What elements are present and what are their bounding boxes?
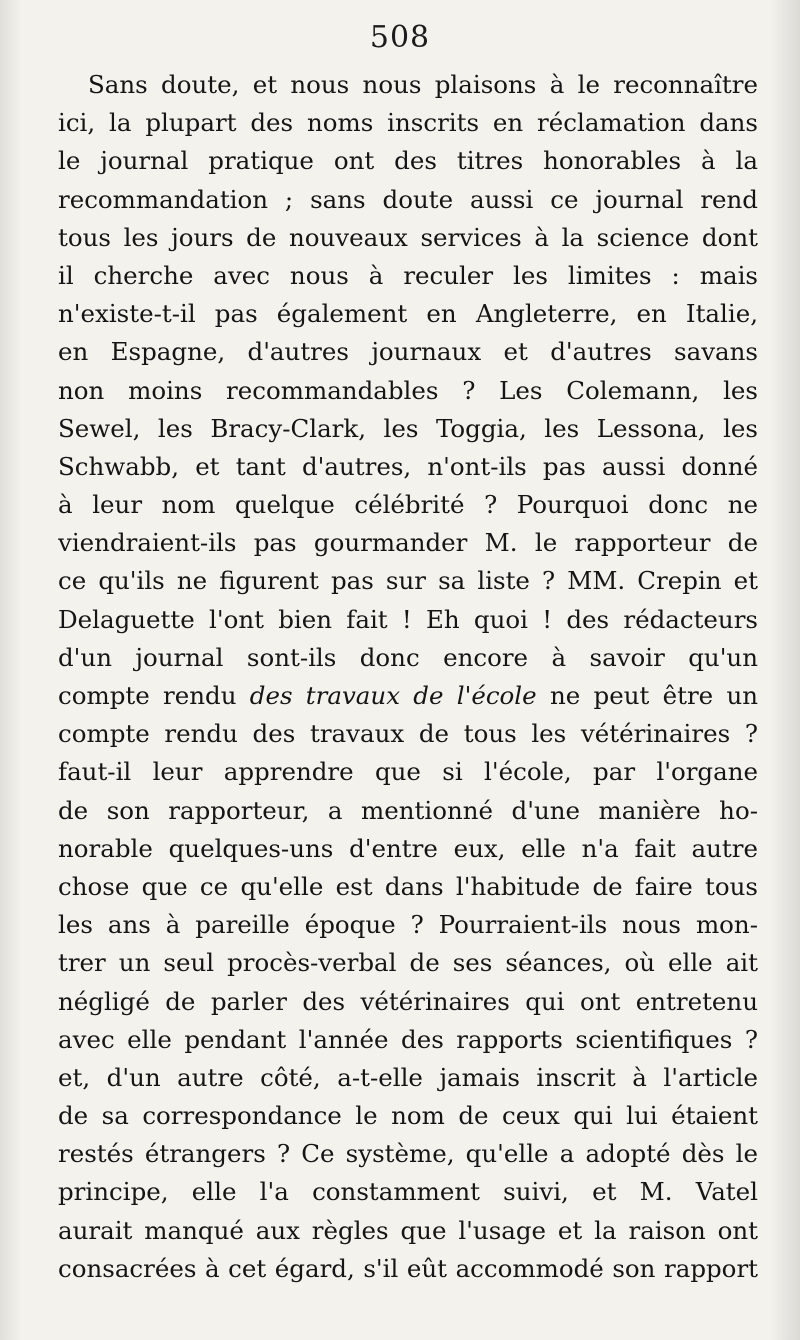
- body-text: [58, 66, 758, 1288]
- text-line: et, d'un autre côté, a-t-elle jamais inscrit à l'article: [58, 1062, 758, 1092]
- text-line: viendraient-ils pas gourmander M. le rapporteur de: [58, 528, 758, 558]
- text-line: faut-il leur apprendre que si l'école, par l'organe: [58, 757, 758, 787]
- text-line: de son rapporteur, a mentionné d'une manière ho-: [58, 795, 758, 825]
- text-line: de sa correspondance le nom de ceux qui lui étaient: [58, 1101, 758, 1131]
- text-line: les ans à pareille époque ? Pourraient-ils nous mon-: [58, 910, 758, 940]
- text-line: il cherche avec nous à reculer les limites : mais: [58, 260, 758, 290]
- text-line: Schwabb, et tant d'autres, n'ont-ils pas aussi donné: [58, 451, 758, 481]
- text-line: le journal pratique ont des titres honorables à la: [58, 146, 758, 176]
- text-line: chose que ce qu'elle est dans l'habitude de faire tous: [58, 871, 758, 901]
- text-line: non moins recommandables ? Les Colemann, les: [58, 375, 758, 405]
- text-line: trer un seul procès-verbal de ses séances, où elle ait: [58, 948, 758, 978]
- text-line: principe, elle l'a constamment suivi, et M. Vatel: [58, 1177, 758, 1207]
- text-line: restés étrangers ? Ce système, qu'elle a adopté dès le: [58, 1139, 758, 1169]
- text-line: aurait manqué aux règles que l'usage et la raison ont: [58, 1215, 758, 1245]
- text-line: négligé de parler des vétérinaires qui ont entretenu: [58, 986, 758, 1016]
- page-number: 508: [369, 20, 431, 55]
- text-line: ici, la plupart des noms inscrits en réclamation dans: [58, 108, 758, 138]
- text-line: consacrées à cet égard, s'il eût accommodé son rapport: [58, 1253, 758, 1283]
- text-line: compte rendu des travaux de tous les vétérinaires ?: [58, 719, 758, 749]
- text-line: norable quelques-uns d'entre eux, elle n'a fait autre: [58, 833, 758, 863]
- text-segment: compte rendu: [58, 681, 250, 710]
- page-shadow-right: [770, 0, 800, 1340]
- text-line: n'existe-t-il pas également en Angleterre, en Italie,: [58, 299, 758, 329]
- page-shadow-left: [0, 0, 22, 1340]
- text-segment: ne peut être un: [536, 681, 758, 710]
- italic-title: des travaux de l'école: [249, 681, 537, 710]
- text-line: en Espagne, d'autres journaux et d'autres savans: [58, 337, 758, 367]
- text-line: tous les jours de nouveaux services à la science dont: [58, 222, 758, 252]
- text-line: ce qu'ils ne figurent pas sur sa liste ? MM. Crepin et: [58, 566, 758, 596]
- text-line: Delaguette l'ont bien fait ! Eh quoi ! des rédacteurs: [58, 604, 758, 634]
- text-line: avec elle pendant l'année des rapports scientifiques ?: [58, 1024, 758, 1054]
- text-line: recommandation ; sans doute aussi ce journal rend: [58, 184, 758, 214]
- text-line: d'un journal sont-ils donc encore à savoir qu'un: [58, 642, 758, 672]
- text-line: Sewel, les Bracy-Clark, les Toggia, les Lessona, les: [58, 413, 758, 443]
- text-line: Sans doute, et nous nous plaisons à le reconnaître: [88, 70, 758, 99]
- text-line: à leur nom quelque célébrité ? Pourquoi donc ne: [58, 490, 758, 520]
- text-line-with-italic: [58, 677, 758, 715]
